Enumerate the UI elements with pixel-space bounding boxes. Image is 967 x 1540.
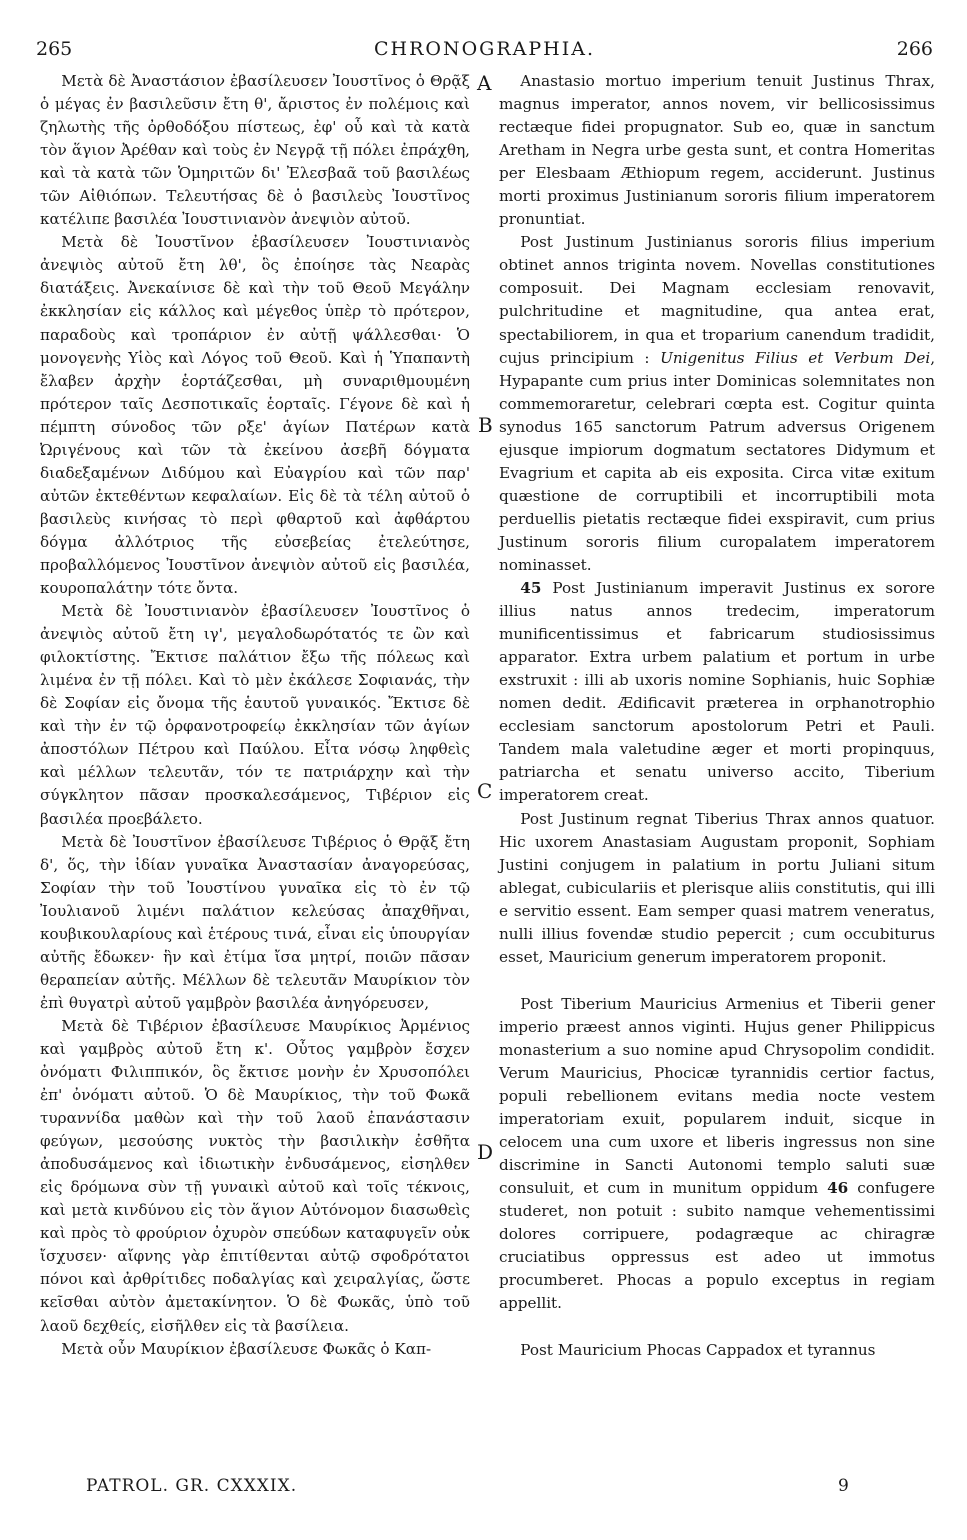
latin-paragraph-3-text: Post Justinianum imperavit Justinus ex sorore illius natus annos tredecim, imperatorum munificentissimus et fabricarum studiosissimus apparator. Extra urbem palatium et portum in urbe exstruxit : illi ab uxoris nomine Sophianis, huic Sophiæ nomen dedit. Ædificavit præterea in orphanotrophio ecclesiam sanctorum apostolorum Petri et Pauli. Tandem mala valetudine æger et morti propinquus, patriarcha et senatu universo accito, Tiberium imperatorem creat.: [499, 579, 935, 805]
gathering-number: 9: [838, 1476, 849, 1496]
page-footer: [40, 1473, 935, 1499]
page-number-left: 265: [36, 38, 73, 60]
latin-paragraph-2-text: Post Justinum Justinianus sororis filius imperium obtinet annos triginta novem. Novellas constitutiones composuit. Dei Magnam ecclesiam renovavit, pulchritudine et magnitudine, qua antea erat, spectabiliorem, in qua et troparium canendum tradidit, cujus principium :: [499, 233, 935, 367]
latin-paragraph-3: [499, 577, 935, 807]
section-number-46: 46: [827, 1179, 849, 1198]
greek-paragraph-3: Μετὰ δὲ Ἰουστινιανὸν ἐβασίλευσεν Ἰουστῖνος ὁ ἀνεψιὸς αὐτοῦ ἔτη ιγ', μεγαλοδωρότατός τε ὢν καὶ φιλοκτίστης. Ἔκτισε παλάτιον ἔξω τῆς πόλεως καὶ λιμένα ἐν τῇ πόλει. Καὶ τὸ μὲν ἐκάλεσε Σοφιανάς, τὴν δὲ Σοφίαν εἰς ὄνομα τῆς ἑαυτοῦ γυναικός. Ἔκτισε δὲ καὶ τὴν ἐν τῷ ὀρφανοτροφείῳ ἐκκλησίαν τῶν ἁγίων ἀποστόλων Πέτρου καὶ Παύλου. Εἶτα νόσῳ ληφθεὶς καὶ μέλλων τελευτᾶν, τόν τε πατριάρχην καὶ τὴν σύγκλητον πᾶσαν προσκαλεσάμενος, Τιβέριον εἰς βασιλέα προεβάλετο.: [40, 602, 470, 828]
latin-paragraph-5-text-a: Post Tiberium Mauricius Armenius et Tiberii gener imperio præest annos viginti. Hujus gener Philippicus monasterium a suo nomine apud Chrysopolim condidit. Verum Mauricius, Phocicæ tyrannidis certior factus, populi rebellionem evitans media nocte vestem imperatoriam exuit, popularem induit, sicque in celocem una cum uxore et liberis ingressus non sine discrimine in Sancti Autonomi templo saluti suæ consuluit, et cum in munitum oppidum: [499, 994, 935, 1198]
latin-paragraph-2: [499, 231, 935, 577]
greek-paragraph-6: Μετὰ οὖν Μαυρίκιον ἐβασίλευσε Φωκᾶς ὁ Καπ-: [61, 1339, 432, 1358]
troparium-incipit: Unigenitus Filius et Verbum Dei: [660, 348, 931, 367]
latin-paragraph-5: [499, 993, 935, 1316]
margin-letter-c: C: [477, 779, 493, 803]
margin-letter-d: D: [477, 1140, 494, 1164]
margin-letter-a: A: [477, 71, 492, 95]
latin-paragraph-4: Post Justinum regnat Tiberius Thrax annos quatuor. Hic uxorem Anastasiam Augustam proponit, Sophiam Justini conjugem in palatium in portu Juliani situm ablegat, cubiculariis et plerisque aliis constitutis, qui illi e servitio essent. Eam semper quasi matrem veneratus, nulli illius fovendæ studio pepercit ; cum occubiturus esset, Mauricium generum imperatorem proponit.: [499, 809, 935, 966]
section-number-45: 45: [520, 579, 542, 598]
page-number-right: 266: [896, 38, 933, 60]
latin-paragraph-1: Anastasio mortuo imperium tenuit Justinus Thrax, magnus imperator, annos novem, vir bellicosissimus rectæque fidei propugnator. Sub eo, quæ in sanctum Aretham in Negra urbe gesta sunt, et contra Homeritas per Elesbaam Æthiopum regem, acciderunt. Justinus morti proximus Justinianum sororis filium imperatorem pronuntiat.: [499, 72, 935, 229]
greek-paragraph-2: Μετὰ δὲ Ἰουστῖνον ἐβασίλευσεν Ἰουστινιανὸς ἀνεψιὸς αὐτοῦ ἔτη λθ', ὃς ἐποίησε τὰς Νεαρὰς διατάξεις. Ἀνεκαίνισε δὲ καὶ τὴν τοῦ Θεοῦ Μεγάλην ἐκκλησίαν εἰς κάλλος καὶ μέγεθος ὑπὲρ τὸ πρότερον, παραδοὺς καὶ τροπάριον ἐν αὐτῇ ψάλλεσθαι· Ὁ μονογενὴς Υἱὸς καὶ Λόγος τοῦ Θεοῦ. Καὶ ἡ Ὑπαπαντὴ ἔλαβεν ἀρχὴν ἑορτάζεσθαι, μὴ συναριθμουμένη πρότερον ταῖς Δεσποτικαῖς ἑορταῖς. Γέγονε δὲ καὶ ἡ πέμπτη σύνοδος τῶν ρξε' ἁγίων Πατέρων κατὰ Ὠριγένους καὶ τῶν τὰ ἐκείνου ἀσεβῆ δόγματα διαδεξαμένων Διδύμου καὶ Εὐαγρίου καὶ τῶν παρ' αὐτῶν ἐκτεθέντων κεφαλαίων. Εἰς δὲ τὰ τέλη αὐτοῦ ὁ βασιλεὺς κινήσας τὸ περὶ φθαρτοῦ καὶ ἀφθάρτου δόγμα ἀλλότριος τῆς εὐσεβείας ἐτελεύτησε, προβαλλόμενος Ἰουστῖνον ἀνεψιὸν αὐτοῦ εἰς βασιλέα, κουροπαλάτην τότε ὄντα.: [40, 233, 470, 598]
running-title: CHRONOGRAPHIA.: [373, 38, 595, 60]
latin-column: [499, 70, 935, 1363]
latin-paragraph-5-text-b: confugere studeret, non potuit : subito namque vehementissimi dolores corripuere, podagræque ac chiragræ cruciatibus oppressus est adeo ut immotus procumberet. Phocas a populo exceptus in regiam appellit.: [499, 1179, 936, 1313]
latin-paragraph-2-rest: , Hypapante cum prius inter Dominicas solemnitates non commemoraretur, celebrari cœpta est. Cogitur quinta synodus 165 sanctorum Patrum adversus Origenem ejusque impiorum dogmatum sectatores Didymum et Evagrium et capita ab eis exposita. Circa vitæ exitum quæstione de corruptibili et incorruptibili mota perduellis pietatis rectæque fidei exspiravit, cum prius Justinum sororis filium curopalatem imperatorem nominasset.: [499, 348, 936, 574]
greek-paragraph-4: Μετὰ δὲ Ἰουστῖνον ἐβασίλευσε Τιβέριος ὁ Θρᾷξ ἔτη δ', ὅς, τὴν ἰδίαν γυναῖκα Ἀναστασίαν ἀναγορεύσας, Σοφίαν τὴν τοῦ Ἰουστίνου γυναῖκα εἰς τὸ ἐν τῷ Ἰουλιανοῦ λιμένι παλάτιον κελεύσας ἀπαχθῆναι, κουβικουλαρίους καὶ ἑτέρους τινά, εἶναι εἰς ὑπουργίαν αὐτῆς ἔδωκεν· ἣν καὶ ἐτίμα ἴσα μητρί, ποιῶν πᾶσαν θεραπείαν αὐτῆς. Μέλλων δὲ τελευτᾶν Μαυρίκιον τὸν ἐπὶ θυγατρὶ αὐτοῦ γαμβρὸν βασιλέα ἀνηγόρευσεν,: [40, 832, 470, 1012]
latin-paragraph-6: Post Mauricium Phocas Cappadox et tyrannus: [520, 1341, 876, 1360]
volume-signature: PATROL. GR. CXXXIX.: [86, 1476, 298, 1496]
margin-letter-b: B: [478, 413, 493, 437]
greek-paragraph-1: Μετὰ δὲ Ἀναστάσιον ἐβασίλευσεν Ἰουστῖνος ὁ Θρᾷξ ὁ μέγας ἐν βασιλεῦσιν ἔτη θ', ἄριστος ἐν πολέμοις καὶ ζηλωτὴς τῆς ὀρθοδόξου πίστεως, ἐφ' οὗ καὶ τὰ κατὰ τὸν ἅγιον Ἀρέθαν καὶ τοὺς ἐν Νεγρᾷ τῇ πόλει ἐπράχθη, καὶ τὰ κατὰ τῶν Ὁμηριτῶν δι' Ἐλεσβαᾶ τοῦ βασιλέως τῶν Αἰθιόπων. Τελευτήσας δὲ ὁ βασιλεὺς Ἰουστῖνος κατέλιπε βασιλέα Ἰουστινιανὸν ἀνεψιὸν αὐτοῦ.: [40, 72, 470, 229]
running-header: [36, 36, 933, 62]
greek-paragraph-5: Μετὰ δὲ Τιβέριον ἐβασίλευσε Μαυρίκιος Ἀρμένιος καὶ γαμβρὸς αὐτοῦ ἔτη κ'. Οὗτος γαμβρὸν ἔσχεν ὀνόματι Φιλιππικόν, ὃς ἔκτισε μονὴν ἐν Χρυσοπόλει ἐπ' ὀνόματι αὐτοῦ. Ὁ δὲ Μαυρίκιος, τὴν τοῦ Φωκᾶ τυραννίδα μαθὼν καὶ τὴν τοῦ λαοῦ ἐπανάστασιν φεύγων, μεσούσης νυκτὸς τὴν βασιλικὴν ἐσθῆτα ἀποδυσάμενος καὶ ἰδιωτικὴν ἐνδυσάμενος, εἰσηλθεν εἰς δρόμωνα σὺν τῇ γυναικὶ αὐτοῦ καὶ τοῖς τέκνοις, καὶ μετὰ κινδύνου εἰς τὸν ἅγιον Αὐτόνομον διασωθεὶς καὶ πρὸς τὸ φρούριον ὀχυρὸν σπεύδων καταφυγεῖν οὐκ ἴσχυσεν· αἴφνης γὰρ ἐπιτίθενται αὐτῷ σφοδρότατοι πόνοι καὶ ἀρθρίτιδες ποδαλγίας καὶ χειραλγίας, ὥστε κεῖσθαι αὐτὸν ἀμετακίνητον. Ὁ δὲ Φωκᾶς, ὑπὸ τοῦ λαοῦ δεχθείς, εἰσῆλθεν εἰς τὰ βασίλεια.: [40, 1016, 470, 1335]
greek-column: [40, 70, 470, 1361]
